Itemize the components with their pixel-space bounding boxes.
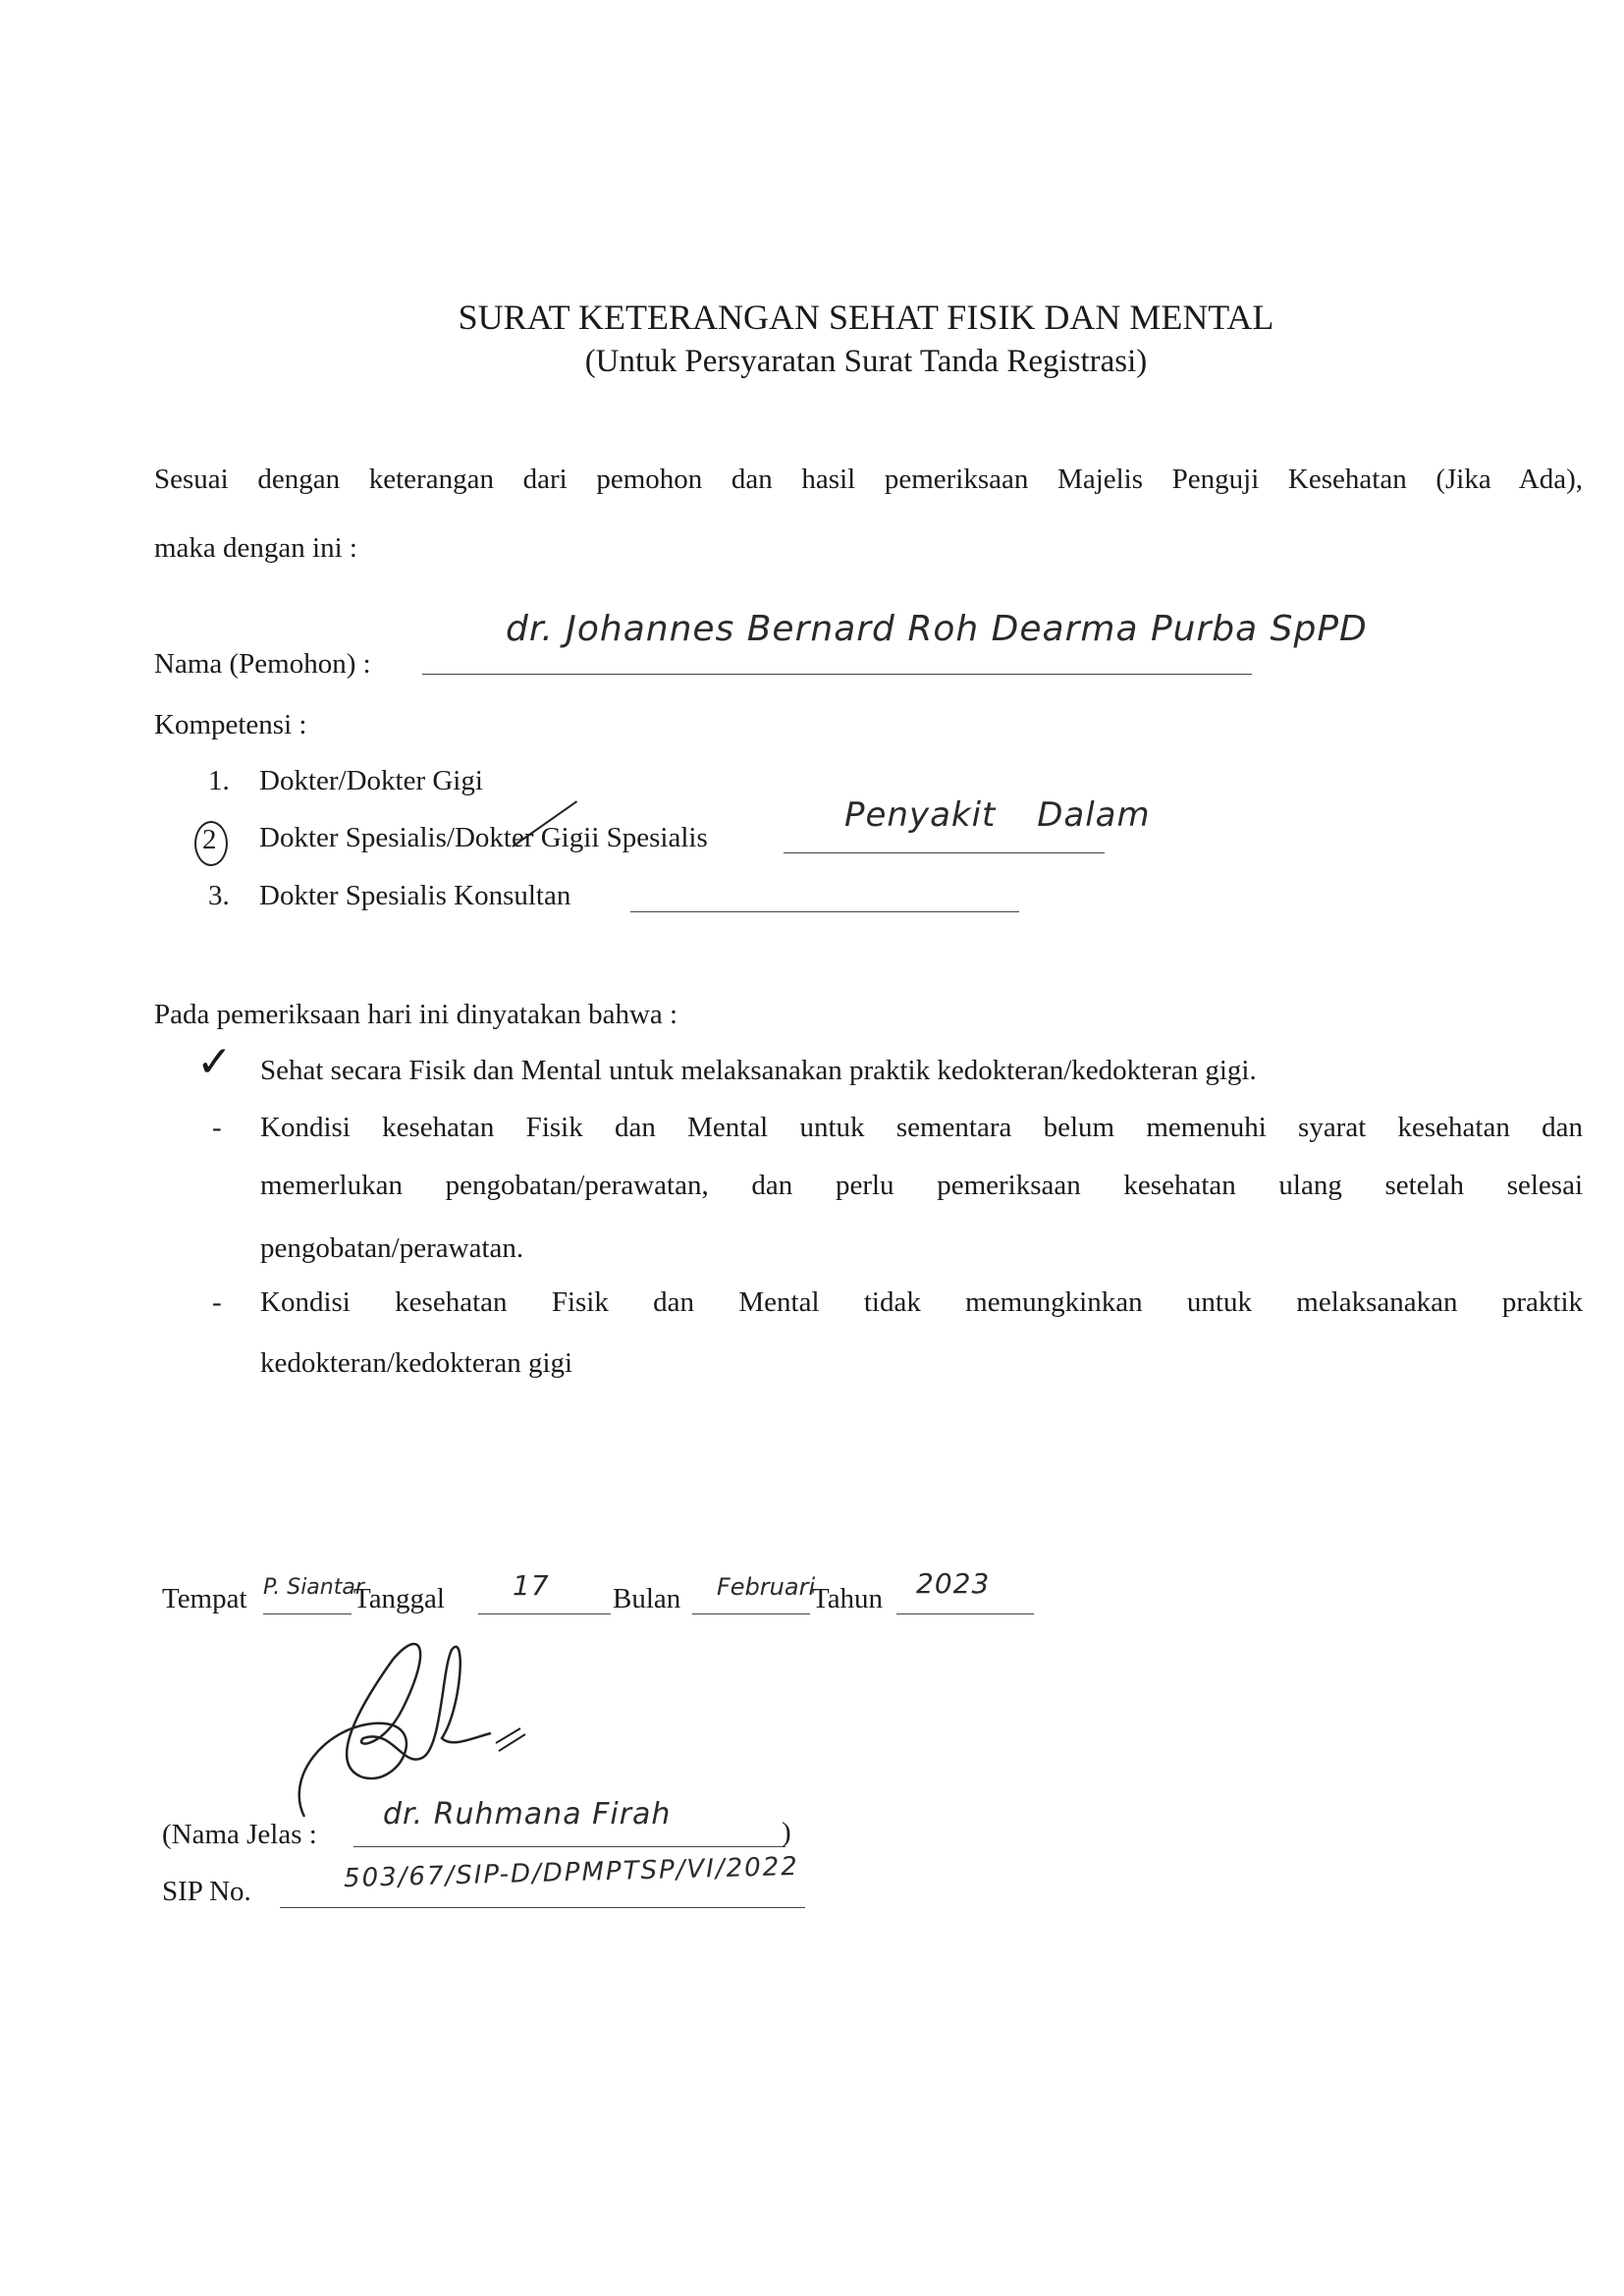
competence-item-2-number: 2 (202, 824, 217, 855)
competence-item-3-underline (630, 911, 1019, 912)
competence-item-3-number: 3. (208, 880, 230, 911)
intro-line-1: Sesuai dengan keterangan dari pemohon dan hasil pemeriksaan Majelis Penguji Kesehatan (Jika Ada), (154, 464, 1583, 495)
applicant-label: Nama (Pemohon) : (154, 648, 371, 680)
year-underline (896, 1613, 1034, 1614)
finding-3-dash: - (212, 1286, 222, 1318)
competence-item-3: Dokter Spesialis Konsultan (259, 880, 571, 911)
finding-2-line-2: memerlukan pengobatan/perawatan, dan perlu pemeriksaan kesehatan ulang setelah selesai (260, 1170, 1583, 1201)
competence-item-2-underline (784, 852, 1105, 853)
applicant-underline (422, 674, 1252, 675)
signature-stroke (299, 1644, 491, 1817)
findings-label: Pada pemeriksaan hari ini dinyatakan bahwa : (154, 999, 678, 1030)
day-value-handwritten[interactable]: 17 (513, 1569, 550, 1602)
signer-name-close: ) (782, 1817, 791, 1848)
competence-item-1-number: 1. (208, 765, 230, 796)
finding-2-line-1: Kondisi kesehatan Fisik dan Mental untuk sementara belum memenuhi syarat kesehatan dan (260, 1112, 1583, 1143)
finding-1-line-1: Sehat secara Fisik dan Mental untuk melaksanakan praktik kedokteran/kedokteran gigi. (260, 1055, 1257, 1086)
signature-flourish (496, 1728, 525, 1751)
document-title: SURAT KETERANGAN SEHAT FISIK DAN MENTAL (458, 298, 1274, 337)
applicant-name-handwritten[interactable]: dr. Johannes Bernard Roh Dearma Purba SpPD (506, 609, 1368, 649)
place-label: Tempat (162, 1583, 247, 1614)
day-underline (478, 1613, 611, 1614)
competence-item-2-fill-handwritten[interactable]: Penyakit Dalam (844, 795, 1151, 835)
signer-name-underline (353, 1846, 785, 1847)
competence-item-2 (259, 824, 708, 852)
year-value-handwritten[interactable]: 2023 (916, 1567, 991, 1600)
sip-label: SIP No. (162, 1876, 251, 1907)
competence-label: Kompetensi : (154, 709, 307, 740)
competence-item-1: Dokter/Dokter Gigi (259, 765, 483, 796)
place-value-handwritten[interactable]: P. Siantar (263, 1575, 364, 1600)
signer-name-label: (Nama Jelas : (162, 1819, 317, 1850)
finding-2-line-3: pengobatan/perawatan. (260, 1232, 524, 1264)
intro-line-2: maka dengan ini : (154, 532, 357, 564)
month-label: Bulan (613, 1583, 681, 1614)
month-underline (692, 1613, 810, 1614)
place-underline (263, 1613, 352, 1614)
signer-name-handwritten[interactable]: dr. Ruhmana Firah (383, 1797, 672, 1831)
document-subtitle: (Untuk Persyaratan Surat Tanda Registrasi) (584, 344, 1148, 379)
competence-item-2-struck: ter Gigi (503, 822, 592, 853)
finding-3-line-1: Kondisi kesehatan Fisik dan Mental tidak memungkinkan untuk melaksanakan praktik (260, 1286, 1583, 1318)
check-mark-icon: ✓ (196, 1037, 233, 1087)
sip-value-handwritten[interactable]: 503/67/SIP-D/DPMPTSP/VI/2022 (343, 1851, 800, 1894)
competence-item-2-text-b: i Spesialis (591, 822, 708, 853)
year-label: Tahun (812, 1583, 884, 1614)
day-label: Tanggal (353, 1583, 445, 1614)
finding-2-dash: - (212, 1112, 222, 1143)
month-value-handwritten[interactable]: Februari (717, 1573, 816, 1601)
sip-underline (280, 1907, 805, 1908)
competence-item-2-text-a: Dokter Spesialis/Dok (259, 822, 504, 853)
finding-3-line-2: kedokteran/kedokteran gigi (260, 1347, 573, 1379)
